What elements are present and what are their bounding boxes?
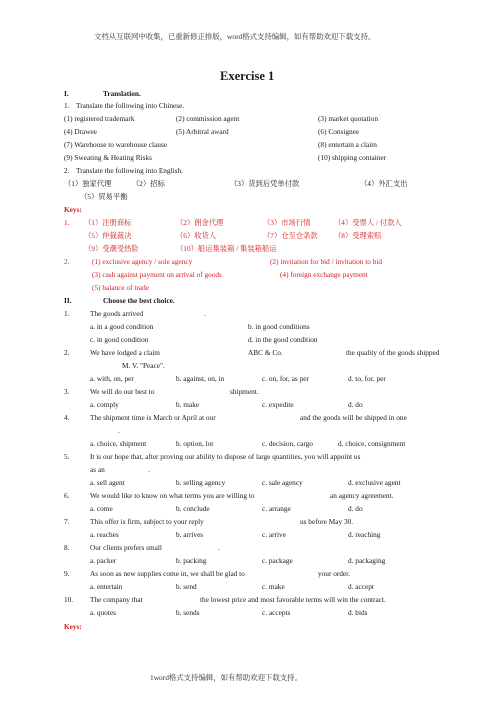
question-number: 6. <box>64 491 70 500</box>
term: (1) registered trademark <box>64 114 135 123</box>
option: c. decision, cargo <box>262 439 313 448</box>
option: b. sends <box>176 608 200 617</box>
option: b. selling agency <box>176 478 226 487</box>
option: d. accept <box>348 582 374 591</box>
option: d. choice, consignment <box>338 439 406 448</box>
option: a. come <box>90 504 113 513</box>
option: c. arrange <box>262 504 291 513</box>
term: （4）外汇支出 <box>360 179 408 188</box>
question-number: 4. <box>64 413 70 422</box>
section-heading: Choose the best choice. <box>103 296 175 305</box>
option: c. in good condition <box>90 335 149 344</box>
term: （3）货到后凭单付款 <box>230 179 300 188</box>
question-text: We will do our best to <box>90 387 155 396</box>
answer: (2) invitation for bid / invitation to bid <box>270 257 383 266</box>
question-text: . <box>118 426 120 435</box>
question-text: as an <box>90 465 105 474</box>
answer: (3) cash against payment on arrival of goods <box>92 270 222 279</box>
question-text: The shipment time is March or April at our <box>90 413 216 422</box>
option: a. entertain <box>90 582 123 591</box>
term: (2) commission agent <box>176 114 240 123</box>
term: (10) shipping container <box>318 153 387 162</box>
option: a. with, on, per <box>90 374 134 383</box>
question-number: 9. <box>64 569 70 578</box>
option: a. in a good condition <box>90 322 154 331</box>
option: b. in good conditions <box>248 322 310 331</box>
option: d. do <box>348 504 363 513</box>
question-text: The goods arrived <box>90 309 144 318</box>
option: b. arrives <box>176 530 204 539</box>
option: a. reaches <box>90 530 119 539</box>
section-number: II. <box>64 296 72 305</box>
question-text: It is our hope that, after proving our ability to dispose of large quantities, you will appoint us <box>90 452 361 461</box>
answer: （5）仲裁裁决 <box>84 231 132 240</box>
term: （1）独家代理 <box>64 179 112 188</box>
question-text: the quality of the goods shipped <box>346 348 440 357</box>
section-number: I. <box>64 89 69 98</box>
term: (5) Arbitral award <box>176 127 229 136</box>
option: d. packaging <box>348 556 386 565</box>
option: a. sell agent <box>90 478 125 487</box>
option: a. quotes <box>90 608 116 617</box>
option: d. in the good condition <box>248 335 318 344</box>
keys-label: Keys: <box>64 622 82 631</box>
item-number: 1. <box>64 218 70 227</box>
option: d. to, for, per <box>348 374 386 383</box>
option: c. make <box>262 582 285 591</box>
page-title: Exercise 1 <box>220 69 275 83</box>
answer: （10）船运集装箱 / 集装箱船运 <box>176 244 277 253</box>
answer: （6）收货人 <box>176 231 217 240</box>
keys-label: Keys: <box>64 205 82 214</box>
question-number: 5. <box>64 452 70 461</box>
item-number: 2. <box>64 166 70 175</box>
question-text: ABC & Co. <box>248 348 283 357</box>
answer: （1）注册商标 <box>84 218 132 227</box>
option: d. bids <box>348 608 368 617</box>
instruction-text: Translate the following into Chinese. <box>76 101 185 110</box>
question-number: 1. <box>64 309 70 318</box>
question-number: 10. <box>64 595 74 604</box>
term: (6) Consignee <box>318 127 360 136</box>
answer: （2）佣金代理 <box>176 218 224 227</box>
answer: （9）受潮受热险 <box>84 244 139 253</box>
page-header: 文档从互联网中收集，已重新修正排版，word格式支持编辑，如有帮助欢迎下载支持。 <box>94 32 376 41</box>
question-text: us before May 30. <box>300 517 354 526</box>
section-heading: Translation. <box>103 89 141 98</box>
option: c. package <box>262 556 293 565</box>
question-text: The company that <box>90 595 143 604</box>
term: (8) entertain a claim <box>318 140 377 149</box>
term: (3) market quotation <box>318 114 378 123</box>
option: a. packer <box>90 556 117 565</box>
question-number: 3. <box>64 387 70 396</box>
option: a. comply <box>90 400 119 409</box>
question-text: . <box>204 309 206 318</box>
option: b. conclude <box>176 504 210 513</box>
answer: (5) balance of trade <box>92 283 149 292</box>
option: b. option, lot <box>176 439 214 448</box>
question-text: shipment. <box>230 387 259 396</box>
term: （5）贸易平衡 <box>80 192 128 201</box>
question-text: . <box>218 543 220 552</box>
term: （2）招标 <box>132 179 165 188</box>
question-number: 7. <box>64 517 70 526</box>
option: c. sale agency <box>262 478 303 487</box>
answer: （8）受理索赔 <box>334 231 382 240</box>
question-text: As soon as new supplies come in, we shall be glad to <box>90 569 245 578</box>
term: (9) Sweating & Heating Risks <box>64 153 152 162</box>
question-number: 2. <box>64 348 70 357</box>
option: d. reaching <box>348 530 381 539</box>
question-text: We have lodged a claim <box>90 348 160 357</box>
option: d. exclusive agent <box>348 478 401 487</box>
option: c. expedite <box>262 400 294 409</box>
term: (4) Drawee <box>64 127 98 136</box>
option: b. send <box>176 582 197 591</box>
option: b. make <box>176 400 200 409</box>
page-footer: 1word格式支持编辑，如有帮助欢迎下载支持。 <box>150 673 302 682</box>
answer: （4）受票人 / 付款人 <box>334 218 402 227</box>
answer: （3）市场行情 <box>263 218 311 227</box>
question-text: the lowest price and most favorable terms will win the contract. <box>200 595 386 604</box>
item-number: 2. <box>64 257 70 266</box>
option: c. accepts <box>262 608 291 617</box>
question-text: and the goods will be shipped in one <box>300 413 407 422</box>
option: a. choice, shipment <box>90 439 147 448</box>
question-text: . <box>148 465 150 474</box>
question-text: We would like to know on what terms you are willing to <box>90 491 255 500</box>
option: b. against, on, in <box>176 374 225 383</box>
instruction-text: Translate the following into English. <box>76 166 183 175</box>
question-text: your order. <box>318 569 351 578</box>
option: d. do <box>348 400 363 409</box>
answer: （7）仓至仓条款 <box>263 231 318 240</box>
question-text: M. V. "Peace". <box>122 361 165 370</box>
question-text: Our clients prefers small <box>90 543 162 552</box>
question-text: an agency agreement. <box>330 491 394 500</box>
answer: (4) foreign exchange payment <box>280 270 368 279</box>
option: c. on, for, as per <box>262 374 309 383</box>
option: b. packing <box>176 556 207 565</box>
question-text: This offer is firm, subject to your reply <box>90 517 204 526</box>
option: c. arrive <box>262 530 286 539</box>
term: (7) Warehouse to warehouse clause <box>64 140 168 149</box>
answer: (1) exclusive agency / sole agency <box>92 257 193 266</box>
question-number: 8. <box>64 543 70 552</box>
item-number: 1. <box>64 101 70 110</box>
